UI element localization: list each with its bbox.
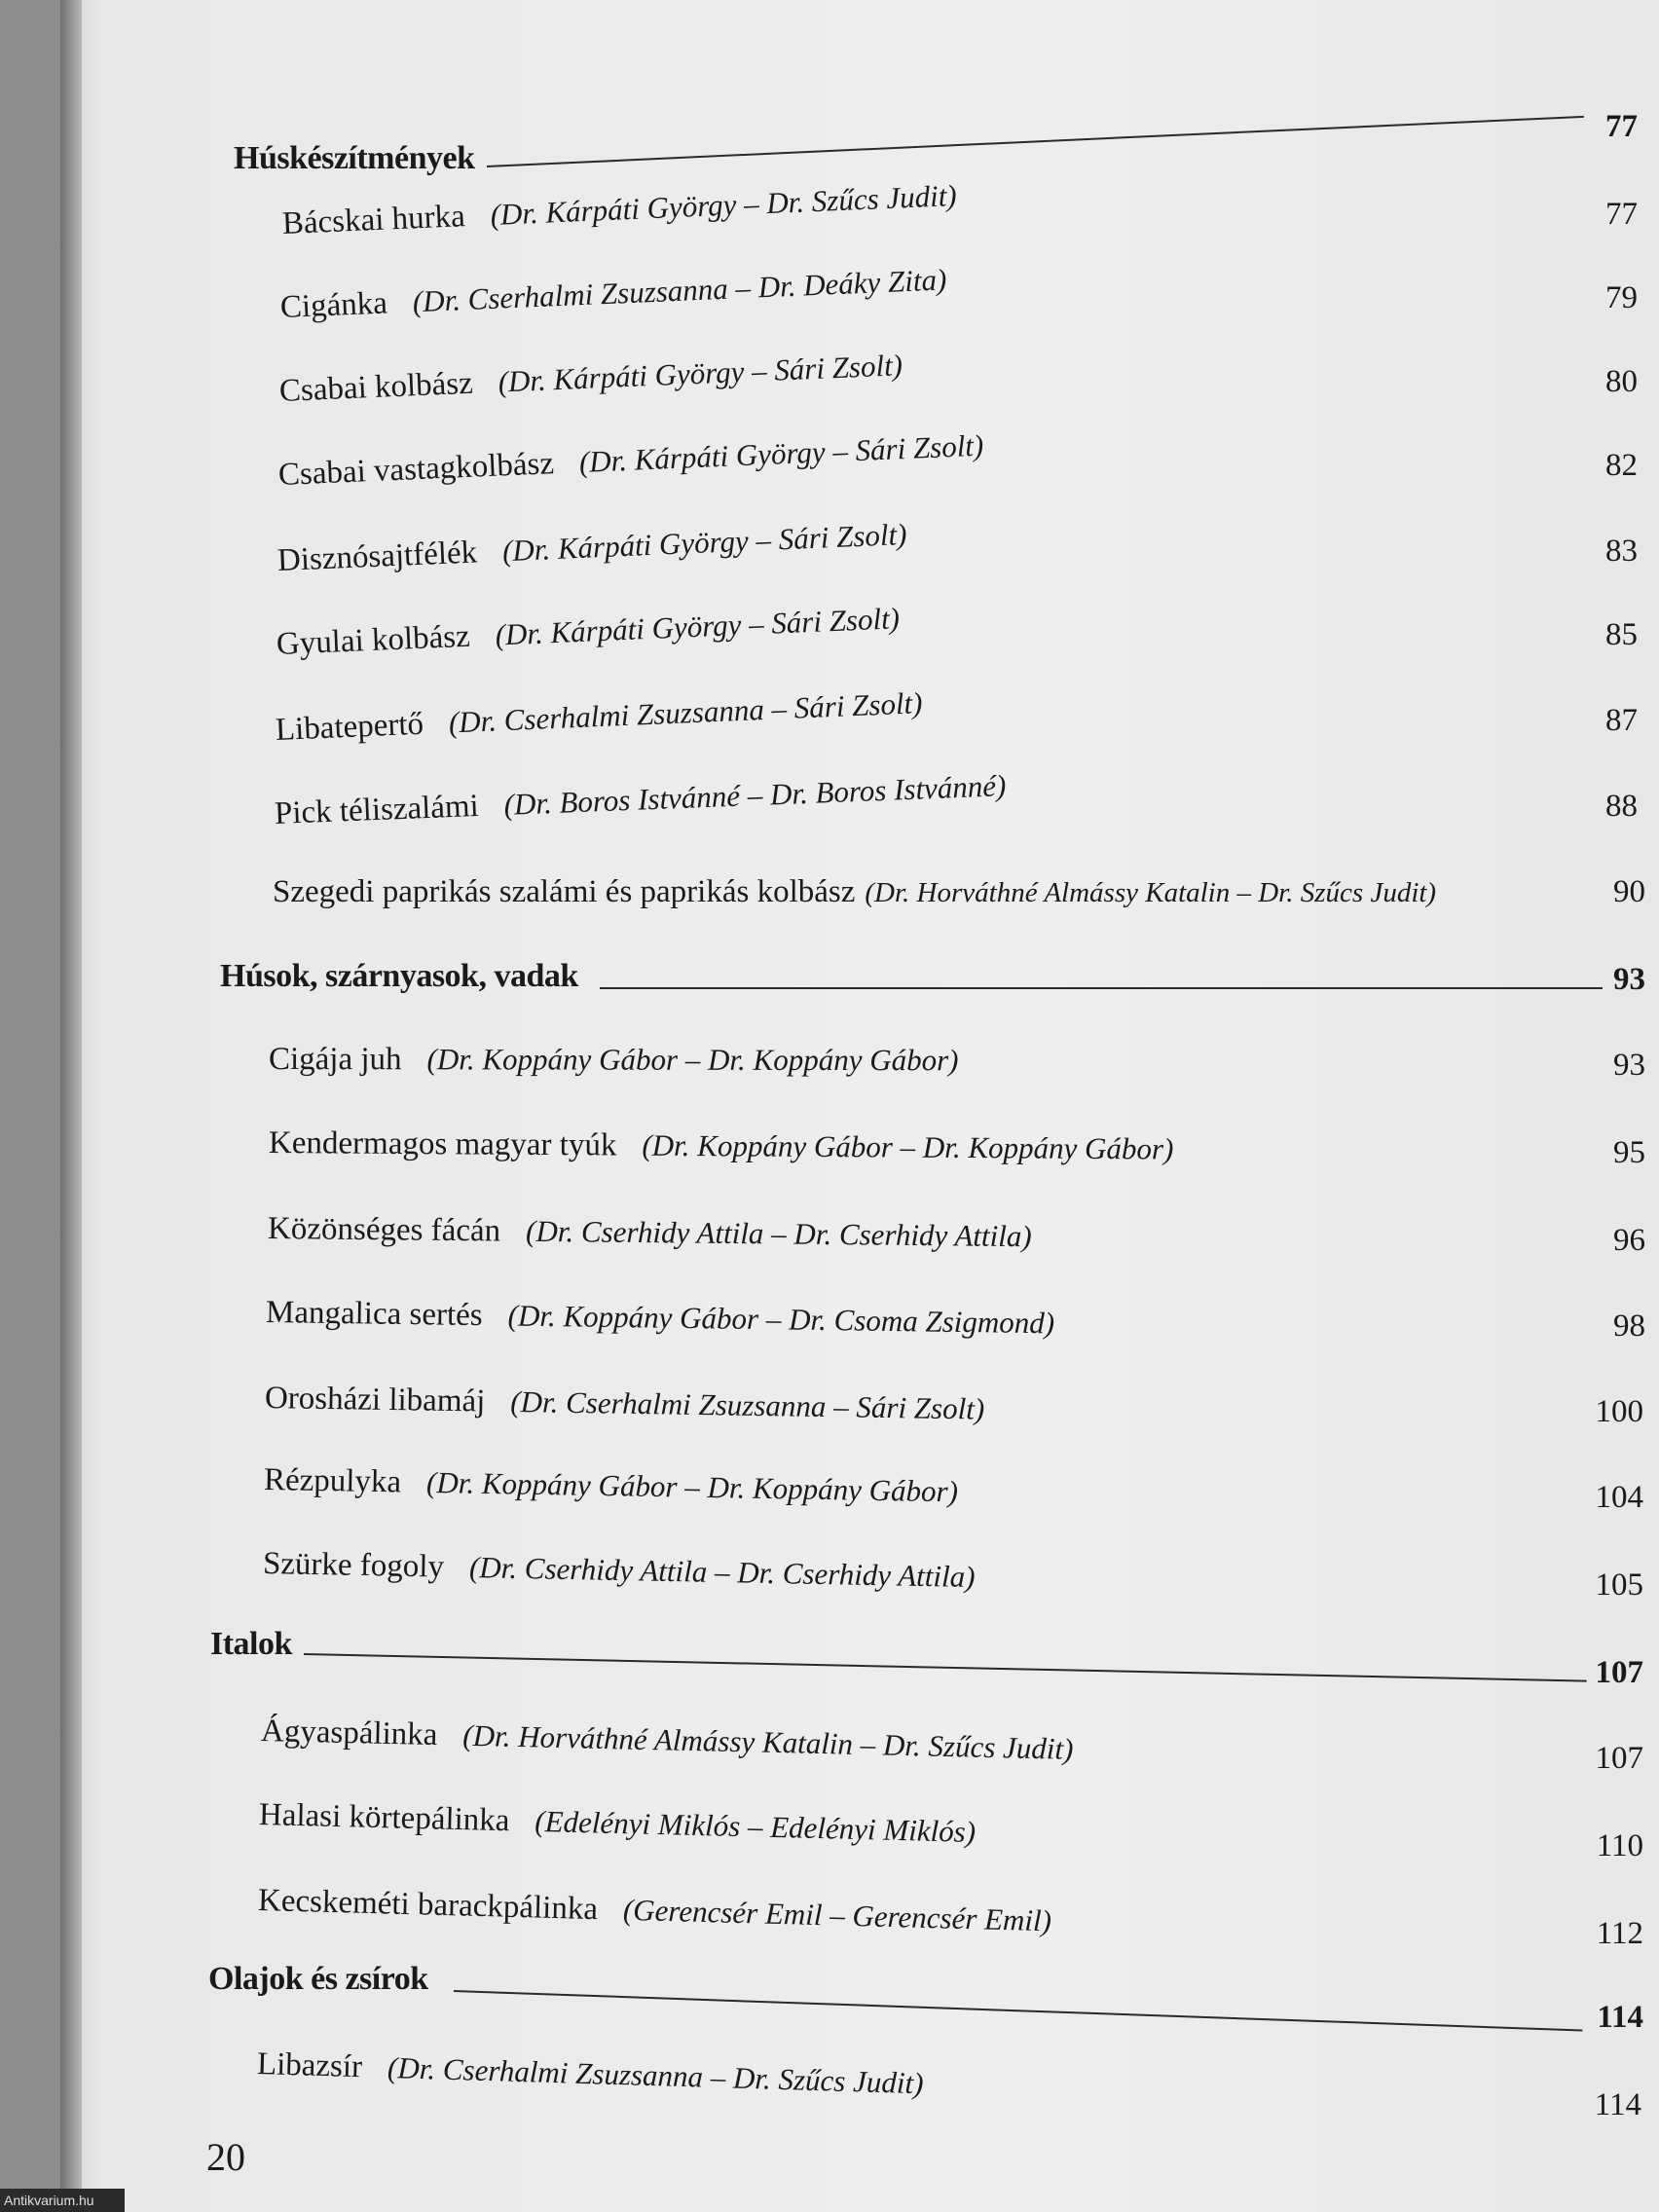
entry-title: Libatepertő	[275, 706, 424, 748]
entry-page-number: 93	[1613, 1048, 1645, 1083]
entry-title: Gyulai kolbász	[276, 618, 471, 662]
section-heading-italok: Italok	[210, 1626, 292, 1662]
entry-page-number: 105	[1595, 1567, 1643, 1603]
section-heading-olajok: Olajok és zsírok	[208, 1961, 428, 1997]
entry-page-number: 80	[1605, 364, 1638, 399]
entry-authors: (Dr. Kárpáti György – Dr. Szűcs Judit)	[489, 177, 958, 233]
entry-authors: (Dr. Cserhidy Attila – Dr. Cserhidy Attila)	[525, 1213, 1032, 1254]
entry-page-number: 112	[1596, 1916, 1643, 1951]
toc-entry	[269, 1042, 959, 1079]
section-page-number: 77	[1605, 109, 1638, 144]
entry-title: Kendermagos magyar tyúk	[268, 1125, 617, 1163]
entry-page-number: 79	[1605, 280, 1638, 315]
entry-title: Csabai vastagkolbász	[277, 446, 555, 493]
entry-authors: (Dr. Koppány Gábor – Dr. Koppány Gábor)	[426, 1042, 959, 1078]
section-rule	[600, 987, 1603, 989]
entry-authors: (Gerencsér Emil – Gerencsér Emil)	[622, 1892, 1052, 1938]
section-page-number: 114	[1597, 2000, 1643, 2035]
page-number: 20	[206, 2135, 245, 2179]
entry-authors: (Edelényi Miklós – Edelényi Miklós)	[535, 1803, 977, 1849]
section-heading-huskeszitmenyek: Húskészítmények	[234, 140, 475, 176]
entry-title: Halasi körtepálinka	[258, 1797, 510, 1839]
entry-title: Kecskeméti barackpálinka	[257, 1883, 599, 1928]
entry-title: Csabai kolbász	[278, 365, 474, 409]
entry-page-number: 83	[1605, 534, 1638, 569]
page-fold-shadow	[60, 0, 82, 2212]
entry-authors: (Dr. Cserhalmi Zsuzsanna – Dr. Deáky Zita)	[412, 262, 947, 319]
entry-page-number: 85	[1605, 617, 1638, 652]
entry-page-number: 77	[1605, 197, 1638, 232]
entry-title: Pick téliszalámi	[274, 788, 480, 831]
entry-title: Libazsír	[256, 2046, 363, 2085]
watermark: Antikvarium.hu	[0, 2189, 125, 2212]
entry-authors: (Dr. Horváthné Almássy Katalin – Dr. Szűcs Judit)	[462, 1717, 1074, 1766]
entry-title: Rézpulyka	[263, 1462, 402, 1500]
entry-title: Orosházi libamáj	[264, 1381, 486, 1419]
entry-authors: (Dr. Kárpáti György – Sári Zsolt)	[494, 601, 901, 652]
entry-page-number: 87	[1605, 703, 1638, 738]
entry-title: Közönséges fácán	[267, 1211, 501, 1249]
entry-page-number: 88	[1605, 789, 1638, 824]
entry-authors: (Dr. Cserhalmi Zsuzsanna – Sári Zsolt)	[448, 685, 924, 740]
entry-authors: (Dr. Koppány Gábor – Dr. Csoma Zsigmond)	[507, 1298, 1055, 1341]
entry-page-number: 114	[1594, 2087, 1641, 2122]
entry-authors: (Dr. Kárpáti György – Sári Zsolt)	[501, 516, 908, 569]
section-heading-husok: Húsok, szárnyasok, vadak	[220, 958, 578, 994]
entry-page-number: 95	[1613, 1135, 1645, 1170]
entry-authors: (Dr. Boros Istvánné – Dr. Boros Istvánné)	[502, 768, 1007, 822]
entry-title: Ágyaspálinka	[260, 1714, 438, 1753]
entry-page-number: 107	[1595, 1741, 1643, 1776]
entry-page-number: 96	[1613, 1223, 1645, 1258]
entry-title: Cigája juh	[268, 1042, 402, 1078]
entry-page-number: 100	[1595, 1394, 1643, 1429]
entry-authors: (Dr. Horváthné Almássy Katalin – Dr. Szűcs Judit)	[865, 877, 1437, 908]
entry-authors: (Dr. Koppány Gábor – Dr. Koppány Gábor)	[425, 1464, 959, 1509]
entry-title: Szegedi paprikás szalámi és paprikás kolbász	[273, 874, 856, 909]
toc-entry	[269, 1125, 1174, 1167]
entry-title: Szürke fogoly	[262, 1546, 445, 1585]
entry-title: Disznósajtfélék	[276, 535, 478, 578]
entry-title: Cigánka	[279, 285, 388, 325]
section-page-number: 107	[1595, 1655, 1643, 1690]
entry-authors: (Dr. Cserhidy Attila – Dr. Cserhidy Attila)	[468, 1550, 976, 1595]
entry-authors: (Dr. Koppány Gábor – Dr. Koppány Gábor)	[642, 1127, 1174, 1166]
entry-authors: (Dr. Cserhalmi Zsuzsanna – Dr. Szűcs Judit)	[387, 2049, 924, 2101]
entry-page-number: 110	[1596, 1828, 1643, 1863]
entry-authors: (Dr. Kárpáti György – Sári Zsolt)	[497, 348, 903, 399]
entry-authors: (Dr. Kárpáti György – Sári Zsolt)	[578, 427, 984, 480]
section-page-number: 93	[1613, 962, 1645, 997]
entry-page-number: 82	[1605, 448, 1638, 483]
entry-authors: (Dr. Cserhalmi Zsuzsanna – Sári Zsolt)	[510, 1383, 985, 1426]
entry-title: Mangalica sertés	[265, 1295, 483, 1334]
entry-page-number: 104	[1595, 1480, 1643, 1515]
entry-title: Bácskai hurka	[281, 199, 466, 241]
entry-page-number: 98	[1613, 1309, 1645, 1344]
entry-page-number: 90	[1613, 874, 1645, 909]
book-page	[60, 0, 1659, 2212]
toc-entry	[273, 874, 1436, 910]
